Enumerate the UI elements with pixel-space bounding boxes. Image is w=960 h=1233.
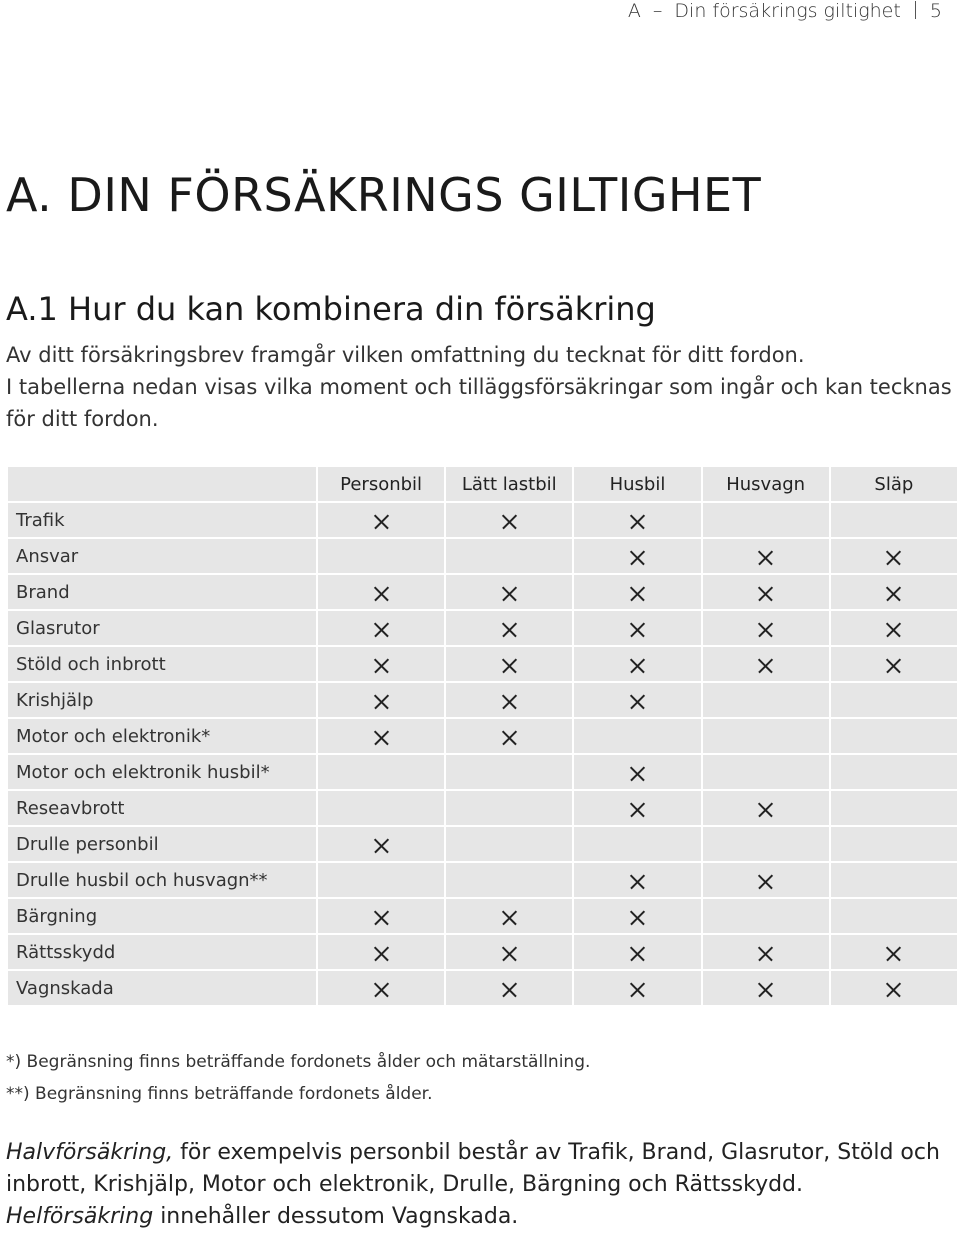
coverage-cell bbox=[318, 611, 444, 645]
coverage-cell bbox=[831, 575, 957, 609]
x-icon bbox=[630, 874, 645, 889]
x-icon bbox=[630, 802, 645, 817]
table-header-row bbox=[8, 467, 957, 501]
coverage-cell bbox=[574, 971, 700, 1005]
coverage-cell bbox=[446, 575, 572, 609]
row-label: Stöld och inbrott bbox=[8, 647, 316, 681]
coverage-cell bbox=[446, 791, 572, 825]
coverage-cell bbox=[318, 755, 444, 789]
coverage-cell bbox=[831, 863, 957, 897]
x-icon bbox=[502, 946, 517, 961]
table-row bbox=[8, 755, 957, 789]
x-icon bbox=[758, 586, 773, 601]
table-body bbox=[8, 503, 957, 1005]
row-label: Glasrutor bbox=[8, 611, 316, 645]
coverage-cell bbox=[831, 971, 957, 1005]
x-icon bbox=[374, 946, 389, 961]
coverage-cell bbox=[318, 971, 444, 1005]
x-icon bbox=[374, 910, 389, 925]
coverage-cell bbox=[831, 647, 957, 681]
coverage-cell bbox=[574, 827, 700, 861]
x-icon bbox=[374, 514, 389, 529]
x-icon bbox=[758, 802, 773, 817]
coverage-cell bbox=[574, 899, 700, 933]
row-label: Drulle husbil och husvagn** bbox=[8, 863, 316, 897]
x-icon bbox=[758, 874, 773, 889]
x-icon bbox=[630, 586, 645, 601]
row-label: Motor och elektronik husbil* bbox=[8, 755, 316, 789]
term-halvforsakring: Halvförsäkring, bbox=[6, 1140, 174, 1165]
x-icon bbox=[886, 982, 901, 997]
footnote-2: **) Begränsning finns beträffande fordonets ålder. bbox=[6, 1084, 433, 1104]
x-icon bbox=[374, 658, 389, 673]
coverage-cell bbox=[318, 647, 444, 681]
coverage-cell bbox=[574, 647, 700, 681]
coverage-cell bbox=[703, 827, 829, 861]
row-label: Ansvar bbox=[8, 539, 316, 573]
x-icon bbox=[374, 586, 389, 601]
coverage-cell bbox=[574, 863, 700, 897]
coverage-cell bbox=[703, 503, 829, 537]
coverage-cell bbox=[446, 755, 572, 789]
x-icon bbox=[374, 730, 389, 745]
table-row bbox=[8, 863, 957, 897]
column-header-husbil: Husbil bbox=[574, 467, 700, 501]
x-icon bbox=[886, 622, 901, 637]
footnote-1: *) Begränsning finns beträffande fordonets ålder och mätarställning. bbox=[6, 1052, 591, 1072]
row-label: Rättsskydd bbox=[8, 935, 316, 969]
x-icon bbox=[502, 586, 517, 601]
x-icon bbox=[630, 694, 645, 709]
coverage-cell bbox=[703, 683, 829, 717]
coverage-cell bbox=[446, 683, 572, 717]
row-label: Drulle personbil bbox=[8, 827, 316, 861]
coverage-cell bbox=[318, 863, 444, 897]
x-icon bbox=[630, 982, 645, 997]
subsection-title: A.1 Hur du kan kombinera din försäkring bbox=[6, 290, 656, 328]
page-number: 5 bbox=[929, 0, 942, 22]
coverage-cell bbox=[831, 791, 957, 825]
row-label: Bärgning bbox=[8, 899, 316, 933]
x-icon bbox=[886, 658, 901, 673]
coverage-cell bbox=[574, 503, 700, 537]
x-icon bbox=[758, 622, 773, 637]
closing-text-2: innehåller dessutom Vagnskada. bbox=[153, 1204, 519, 1229]
coverage-cell bbox=[574, 539, 700, 573]
coverage-cell bbox=[318, 683, 444, 717]
x-icon bbox=[502, 694, 517, 709]
table-row bbox=[8, 935, 957, 969]
page-title: A. DIN FÖRSÄKRINGS GILTIGHET bbox=[6, 168, 762, 222]
table-row bbox=[8, 899, 957, 933]
coverage-cell bbox=[318, 791, 444, 825]
table-row bbox=[8, 791, 957, 825]
x-icon bbox=[630, 514, 645, 529]
table-row bbox=[8, 503, 957, 537]
coverage-cell bbox=[831, 935, 957, 969]
coverage-cell bbox=[318, 899, 444, 933]
coverage-cell bbox=[703, 647, 829, 681]
coverage-cell bbox=[703, 791, 829, 825]
coverage-cell bbox=[446, 503, 572, 537]
coverage-cell bbox=[446, 539, 572, 573]
coverage-cell bbox=[703, 899, 829, 933]
intro-paragraph bbox=[6, 339, 956, 435]
coverage-cell bbox=[318, 503, 444, 537]
coverage-cell bbox=[446, 647, 572, 681]
coverage-cell bbox=[831, 611, 957, 645]
table-row bbox=[8, 719, 957, 753]
x-icon bbox=[886, 946, 901, 961]
x-icon bbox=[630, 766, 645, 781]
row-label: Krishjälp bbox=[8, 683, 316, 717]
coverage-cell bbox=[831, 899, 957, 933]
x-icon bbox=[886, 550, 901, 565]
row-label: Trafik bbox=[8, 503, 316, 537]
coverage-cell bbox=[703, 575, 829, 609]
coverage-cell bbox=[703, 971, 829, 1005]
coverage-cell bbox=[703, 863, 829, 897]
column-header-husvagn: Husvagn bbox=[703, 467, 829, 501]
x-icon bbox=[886, 586, 901, 601]
x-icon bbox=[630, 550, 645, 565]
coverage-cell bbox=[574, 575, 700, 609]
closing-paragraph bbox=[6, 1137, 956, 1233]
coverage-cell bbox=[446, 899, 572, 933]
coverage-cell bbox=[831, 719, 957, 753]
x-icon bbox=[630, 946, 645, 961]
x-icon bbox=[374, 694, 389, 709]
coverage-cell bbox=[446, 971, 572, 1005]
coverage-cell bbox=[574, 683, 700, 717]
header-divider bbox=[915, 1, 916, 19]
column-header-latt-lastbil: Lätt lastbil bbox=[446, 467, 572, 501]
coverage-cell bbox=[446, 827, 572, 861]
x-icon bbox=[502, 514, 517, 529]
header-dash: – bbox=[652, 0, 663, 22]
x-icon bbox=[374, 838, 389, 853]
row-label: Brand bbox=[8, 575, 316, 609]
coverage-cell bbox=[703, 539, 829, 573]
x-icon bbox=[502, 658, 517, 673]
x-icon bbox=[374, 982, 389, 997]
coverage-cell bbox=[318, 539, 444, 573]
coverage-cell bbox=[703, 755, 829, 789]
x-icon bbox=[758, 946, 773, 961]
coverage-cell bbox=[574, 935, 700, 969]
coverage-cell bbox=[703, 935, 829, 969]
coverage-cell bbox=[831, 539, 957, 573]
x-icon bbox=[502, 910, 517, 925]
x-icon bbox=[502, 982, 517, 997]
x-icon bbox=[758, 982, 773, 997]
x-icon bbox=[502, 730, 517, 745]
coverage-cell bbox=[574, 611, 700, 645]
coverage-cell bbox=[574, 755, 700, 789]
coverage-cell bbox=[318, 719, 444, 753]
closing-text-1: för exempelvis personbil består av Trafik, Brand, Glasrutor, Stöld och inbrott, Krishjälp, Motor och elektronik, Drulle, Bärgning och Rättsskydd. bbox=[6, 1140, 940, 1197]
table-row bbox=[8, 539, 957, 573]
x-icon bbox=[374, 622, 389, 637]
column-header-slap: Släp bbox=[831, 467, 957, 501]
x-icon bbox=[758, 550, 773, 565]
x-icon bbox=[630, 658, 645, 673]
coverage-cell bbox=[831, 827, 957, 861]
coverage-cell bbox=[574, 791, 700, 825]
coverage-table bbox=[6, 465, 959, 1007]
table-row bbox=[8, 647, 957, 681]
table-corner-cell bbox=[8, 467, 316, 501]
x-icon bbox=[758, 658, 773, 673]
table-row bbox=[8, 575, 957, 609]
intro-line-2: I tabellerna nedan visas vilka moment och tilläggsförsäkringar som ingår och kan tecknas för ditt fordon. bbox=[6, 375, 952, 431]
row-label: Vagnskada bbox=[8, 971, 316, 1005]
header-section: A bbox=[627, 0, 641, 22]
coverage-cell bbox=[831, 503, 957, 537]
x-icon bbox=[630, 622, 645, 637]
x-icon bbox=[630, 910, 645, 925]
coverage-cell bbox=[446, 611, 572, 645]
row-label: Motor och elektronik* bbox=[8, 719, 316, 753]
coverage-cell bbox=[446, 935, 572, 969]
intro-line-1: Av ditt försäkringsbrev framgår vilken omfattning du tecknat för ditt fordon. bbox=[6, 343, 805, 367]
coverage-cell bbox=[446, 863, 572, 897]
coverage-cell bbox=[831, 683, 957, 717]
row-label: Reseavbrott bbox=[8, 791, 316, 825]
table-row bbox=[8, 971, 957, 1005]
coverage-cell bbox=[831, 755, 957, 789]
footnotes bbox=[6, 1046, 590, 1110]
table-row bbox=[8, 827, 957, 861]
coverage-cell bbox=[446, 719, 572, 753]
column-header-personbil: Personbil bbox=[318, 467, 444, 501]
table-row bbox=[8, 611, 957, 645]
running-header bbox=[628, 0, 942, 22]
table-row bbox=[8, 683, 957, 717]
coverage-cell bbox=[318, 575, 444, 609]
coverage-cell bbox=[318, 827, 444, 861]
coverage-cell bbox=[703, 611, 829, 645]
coverage-cell bbox=[318, 935, 444, 969]
coverage-cell bbox=[703, 719, 829, 753]
term-helforsakring: Helförsäkring bbox=[6, 1204, 154, 1229]
header-title: Din försäkrings giltighet bbox=[674, 0, 901, 22]
x-icon bbox=[502, 622, 517, 637]
coverage-cell bbox=[574, 719, 700, 753]
